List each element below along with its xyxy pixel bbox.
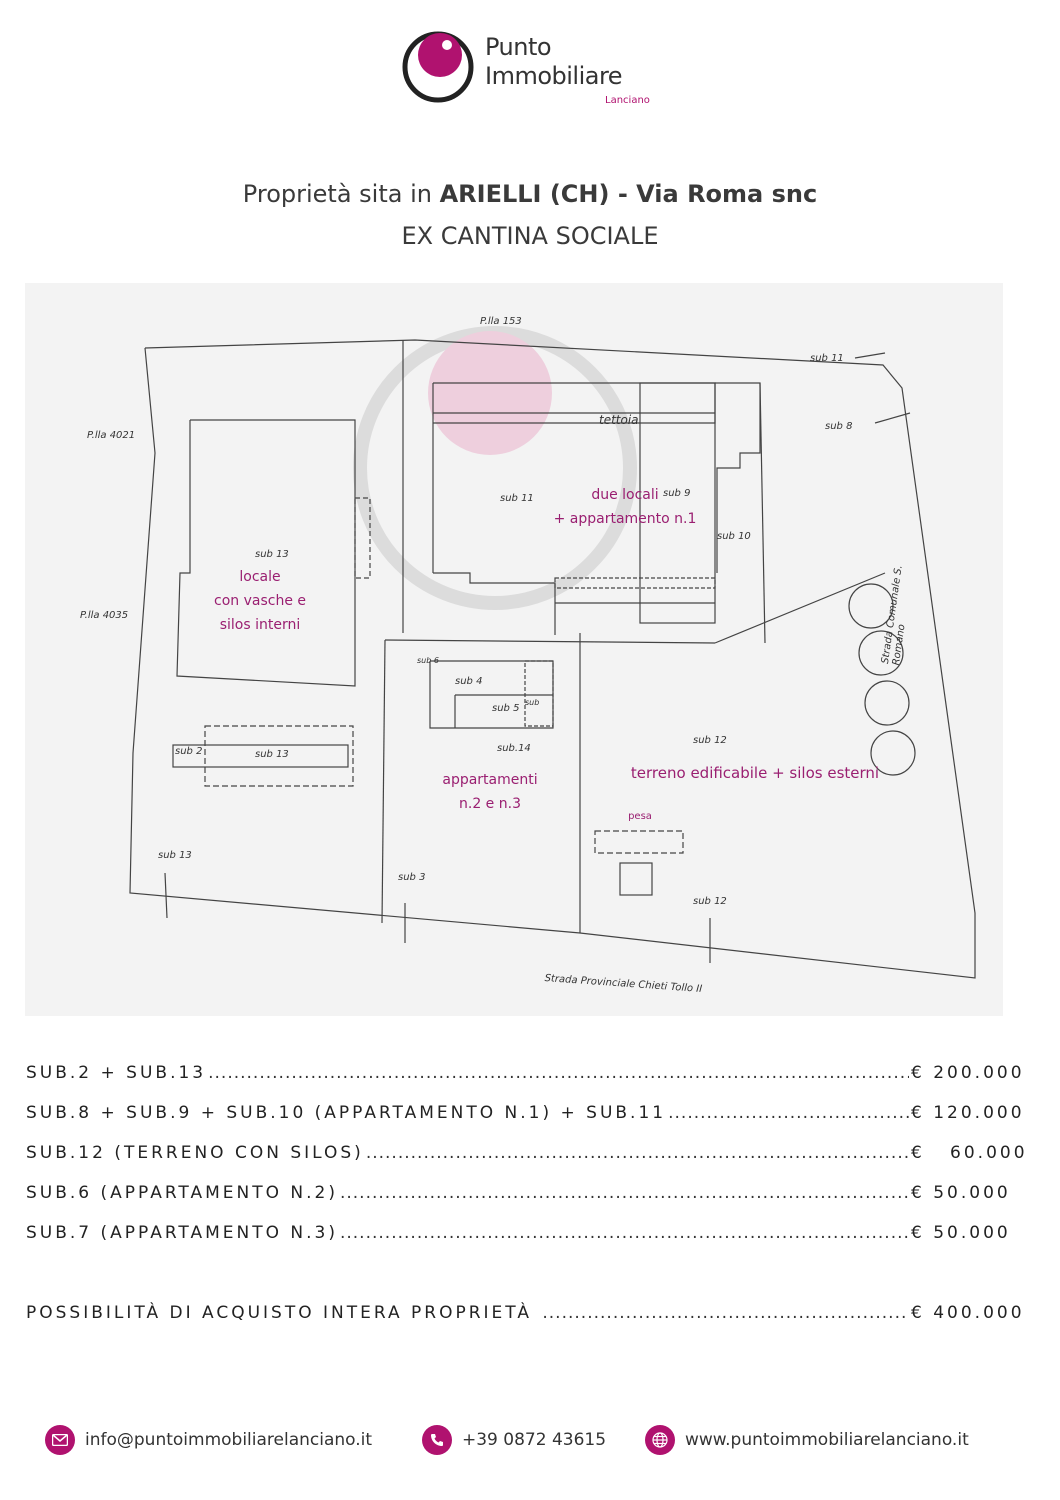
plan-label-sub12-a: sub 12 — [693, 735, 727, 746]
price-label: SUB.8 + SUB.9 + SUB.10 (APPARTAMENTO N.1) + SUB.11 — [26, 1103, 667, 1123]
plan-label-sub4: sub 4 — [455, 676, 483, 687]
price-amount: € 200.000 — [911, 1063, 1025, 1083]
plan-label-sub3: sub 3 — [398, 872, 426, 883]
price-label: SUB.6 (APPARTAMENTO N.2) — [26, 1183, 338, 1203]
plan-area-appartamenti: appartamenti n.2 e n.3 — [442, 772, 538, 812]
price-row — [26, 1053, 1036, 1093]
plan-label-road-east: Strada Comunale S. Romano — [880, 564, 908, 667]
price-label: SUB.2 + SUB.13 — [26, 1063, 207, 1083]
plan-label-tettoia: tettoia — [599, 413, 639, 427]
price-row — [26, 1173, 1036, 1213]
site-plan — [25, 283, 1003, 1016]
plan-area-due-locali: due locali + appartamento n.1 — [553, 487, 697, 527]
email-text[interactable]: info@puntoimmobiliarelanciano.it — [85, 1430, 373, 1450]
dot-leader — [340, 1183, 909, 1203]
plan-label-sub6: sub 6 — [417, 656, 439, 665]
brand-logo — [400, 25, 670, 115]
brand-line2: Immobiliare — [485, 62, 623, 90]
plan-label-sub11-mid: sub 11 — [500, 493, 534, 504]
logo-mark-icon — [400, 25, 480, 105]
title-location: ARIELLI (CH) - Via Roma snc — [439, 180, 818, 208]
price-label: SUB.7 (APPARTAMENTO N.3) — [26, 1223, 338, 1243]
globe-icon — [645, 1425, 675, 1455]
plan-label-plla153: P.lla 153 — [480, 316, 522, 327]
email-contact[interactable] — [45, 1420, 372, 1460]
plan-label-sub11-top: sub 11 — [810, 353, 844, 364]
total-label: POSSIBILITÀ DI ACQUISTO INTERA PROPRIETÀ — [26, 1303, 541, 1323]
plan-area-locale: locale con vasche e silos interni — [214, 569, 306, 633]
website-contact[interactable] — [645, 1420, 969, 1460]
plan-label-plla4021: P.lla 4021 — [87, 430, 136, 441]
plan-label-sub7: sub — [525, 698, 540, 707]
plan-label-sub2: sub 2 — [175, 746, 203, 757]
plan-label-sub14: sub.14 — [497, 743, 531, 754]
outer-boundary — [130, 340, 975, 978]
plan-label-sub10: sub 10 — [717, 531, 751, 542]
plan-label-sub5: sub 5 — [492, 703, 520, 714]
dot-leader — [208, 1063, 909, 1083]
plan-label-plla4035: P.lla 4035 — [80, 610, 129, 621]
page-subtitle: EX CANTINA SOCIALE — [401, 222, 659, 250]
watermark-logo — [360, 331, 630, 603]
plan-label-sub9: sub 9 — [663, 488, 691, 499]
brand-city: Lanciano — [605, 95, 650, 106]
plan-area-terreno: terreno edificabile + silos esterni — [630, 764, 880, 782]
dot-leader — [366, 1143, 909, 1163]
phone-text[interactable]: +39 0872 43615 — [462, 1430, 607, 1450]
price-amount: € 60.000 — [911, 1143, 1028, 1163]
price-row — [26, 1093, 1036, 1133]
price-list — [26, 1053, 1036, 1333]
plan-label-sub13-b: sub 13 — [255, 749, 289, 760]
mail-icon — [45, 1425, 75, 1455]
price-row — [26, 1213, 1036, 1253]
dot-leader — [668, 1103, 909, 1123]
brand-line1: Punto — [485, 33, 552, 61]
price-amount: € 120.000 — [911, 1103, 1025, 1123]
price-amount: € 50.000 — [911, 1223, 1011, 1243]
phone-icon — [422, 1425, 452, 1455]
price-row — [26, 1133, 1036, 1173]
total-row — [26, 1293, 1036, 1333]
site-plan-drawing — [25, 283, 1003, 1016]
price-label: SUB.12 (TERRENO CON SILOS) — [26, 1143, 364, 1163]
website-text[interactable]: www.puntoimmobiliarelanciano.it — [685, 1430, 969, 1450]
price-amount: € 50.000 — [911, 1183, 1011, 1203]
total-amount: € 400.000 — [911, 1303, 1025, 1323]
contact-footer — [0, 1420, 1060, 1460]
plan-label-sub12-b: sub 12 — [693, 896, 727, 907]
plan-label-sub13-c: sub 13 — [158, 850, 192, 861]
plan-label-road-south: Strada Provinciale Chieti Tollo II — [544, 973, 703, 995]
phone-contact[interactable] — [422, 1420, 606, 1460]
page-title — [0, 180, 1060, 208]
dot-leader — [542, 1303, 909, 1323]
title-prefix: Proprietà sita in — [242, 180, 440, 208]
dot-leader — [340, 1223, 909, 1243]
plan-label-sub13-a: sub 13 — [255, 549, 289, 560]
plan-label-sub8: sub 8 — [825, 421, 853, 432]
plan-area-pesa: pesa — [628, 811, 652, 822]
